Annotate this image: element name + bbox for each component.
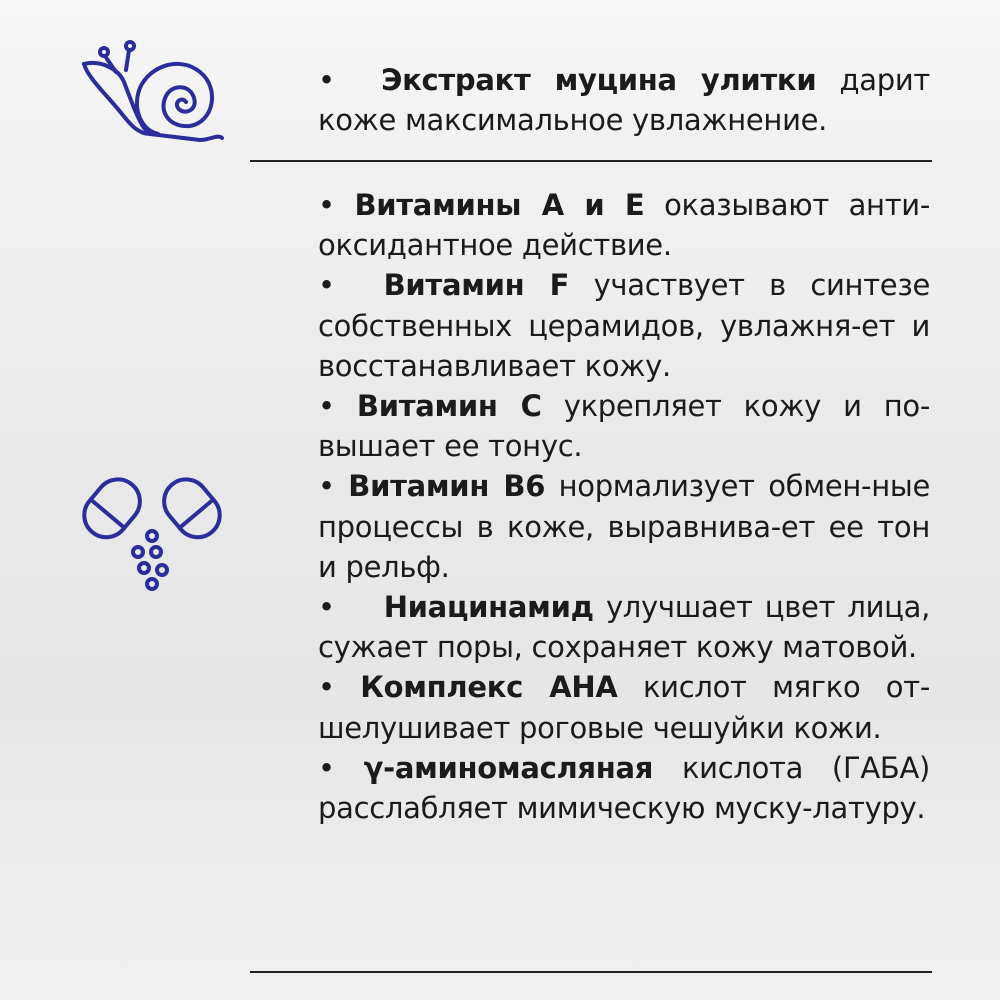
bullet-item — [318, 386, 930, 466]
bullet-point: • — [318, 389, 335, 424]
bullet-item — [318, 185, 930, 265]
ingredient-name: γ-аминомасляная — [363, 750, 654, 785]
ingredient-name: Витамин F — [383, 268, 570, 303]
ingredient-name: Экстракт муцина улитки — [381, 63, 817, 97]
ingredient-description: укрепляет кожу и по-вышает ее тонус. — [318, 389, 931, 464]
bullet-item — [318, 587, 930, 667]
ingredient-description: оказывают анти-оксидантное действие. — [318, 188, 930, 263]
capsule-icon — [82, 470, 222, 600]
ingredient-description: дарит кожe максимальное увлажнение. — [318, 63, 930, 138]
ingredient-description: кислота (ГАБА) расслабляет мимическую муску-латуру. — [318, 750, 931, 826]
bullet-point: • — [318, 188, 335, 222]
ingredient-name: Ниацинамид — [383, 590, 594, 625]
bullet-item — [318, 466, 930, 587]
snail-icon — [78, 38, 228, 162]
bullet-point: • — [318, 670, 335, 705]
divider-top — [250, 160, 932, 162]
bullet-item — [318, 748, 930, 828]
ingredient-name: Витамин В6 — [348, 469, 546, 504]
bullet-item — [318, 667, 930, 747]
bullet-item — [318, 60, 930, 140]
bullet-point: • — [318, 268, 335, 303]
bullet-point: • — [318, 750, 335, 785]
ingredient-name: Витамины А и Е — [354, 188, 645, 222]
bullet-point: • — [318, 590, 335, 625]
bullet-item — [318, 265, 930, 386]
ingredient-description: нормализует обмен-ные процессы в коже, выравнива-ет ее тон и рельф. — [318, 469, 931, 584]
ingredient-description: улучшает цвет лица, сужает поры, сохраняет кожу матовой. — [318, 590, 930, 665]
ingredient-name: Витамин С — [356, 389, 542, 424]
bullet-point: • — [318, 63, 335, 97]
vitamins-section — [318, 185, 930, 828]
ingredient-description: кислот мягко от-шелушивает роговые чешуйки кожи. — [318, 670, 930, 745]
bullet-point: • — [318, 469, 335, 504]
ingredient-description: участвует в синтезе собственных церамидов, увлажня-ет и восстанавливает кожу. — [318, 268, 930, 383]
mucin-section — [318, 60, 930, 140]
divider-bottom — [250, 971, 932, 973]
ingredient-name: Комплекс АНА — [360, 670, 618, 705]
